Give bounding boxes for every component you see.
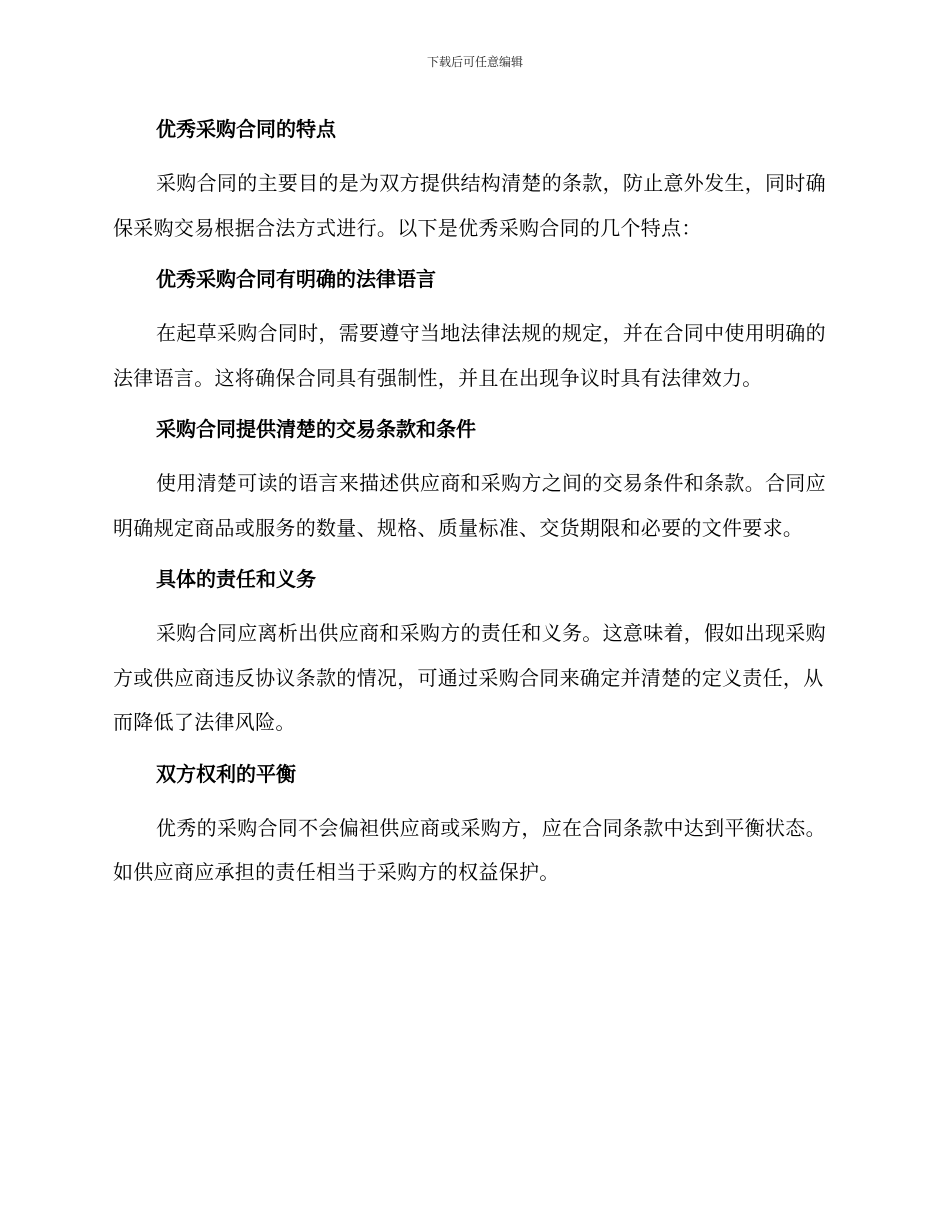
document-body <box>113 113 835 895</box>
section-heading-rights-balance: 双方权利的平衡 <box>156 761 296 786</box>
section-heading-legal-language: 优秀采购合同有明确的法律语言 <box>156 267 436 291</box>
section-paragraph-responsibilities: 采购合同应离析出供应商和采购方的责任和义务。这意味着，假如出现采购方或供应商违反协议条款的情况，可通过采购合同来确定并清楚的定义责任，从而降低了法律风险。 <box>113 621 826 734</box>
section-heading-trade-terms: 采购合同提供清楚的交易条款和条件 <box>156 417 476 441</box>
section-paragraph-features: 采购合同的主要目的是为双方提供结构清楚的条款，防止意外发生，同时确保采购交易根据合法方式进行。以下是优秀采购合同的几个特点： <box>113 171 826 240</box>
section-heading-features: 优秀采购合同的特点 <box>156 117 336 141</box>
page-header: 下载后可任意编辑 <box>426 55 523 69</box>
section-heading-responsibilities: 具体的责任和义务 <box>156 567 316 591</box>
section-paragraph-legal-language: 在起草采购合同时，需要遵守当地法律法规的规定，并在合同中使用明确的法律语言。这将确保合同具有强制性，并且在出现争议时具有法律效力。 <box>113 321 826 390</box>
section-paragraph-trade-terms: 使用清楚可读的语言来描述供应商和采购方之间的交易条件和条款。合同应明确规定商品或服务的数量、规格、质量标准、交货期限和必要的文件要求。 <box>113 471 826 540</box>
section-paragraph-rights-balance: 优秀的采购合同不会偏袒供应商或采购方，应在合同条款中达到平衡状态。如供应商应承担的责任相当于采购方的权益保护。 <box>113 815 826 884</box>
